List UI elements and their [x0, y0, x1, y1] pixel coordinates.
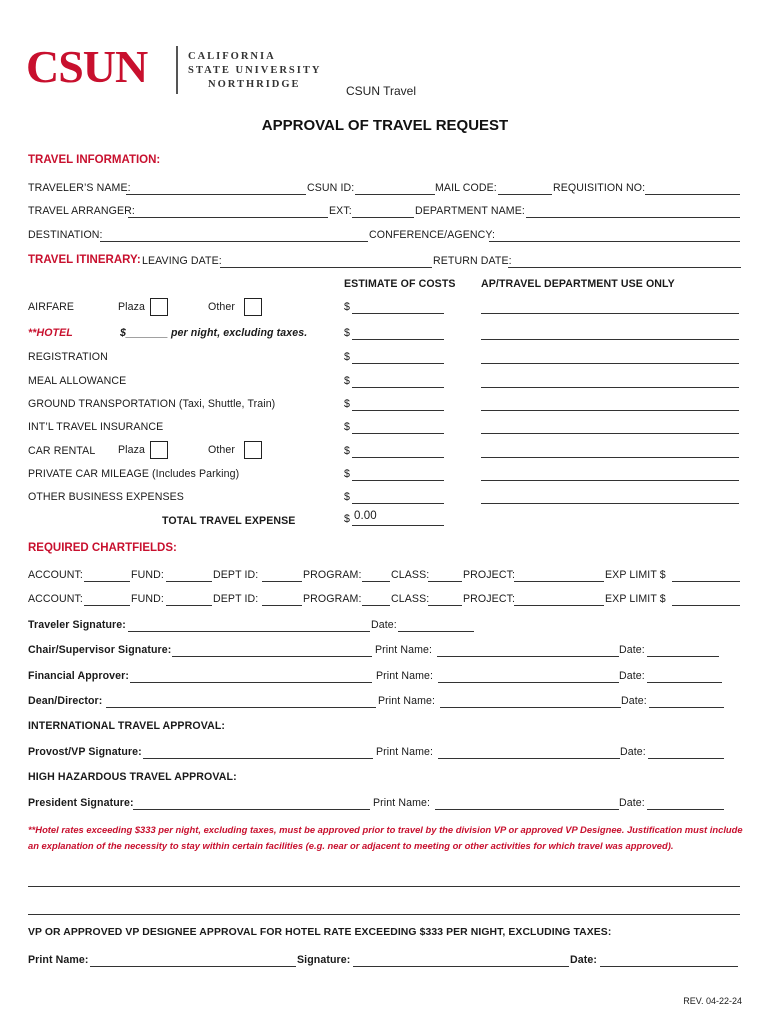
class-field-2[interactable] [428, 593, 462, 606]
estimate-field[interactable] [352, 421, 444, 434]
ap-use-field[interactable] [481, 421, 739, 434]
intl-insurance-label: INT’L TRAVEL INSURANCE [28, 421, 164, 433]
chair-signature-field[interactable] [172, 644, 372, 657]
president-signature-label: President Signature: [28, 797, 134, 809]
estimate-field[interactable] [352, 327, 444, 340]
estimate-dollar: $ [344, 468, 350, 480]
dept-id-label-2: DEPT ID: [213, 593, 259, 605]
dean-date-field[interactable] [649, 695, 724, 708]
exp-limit-field-1[interactable] [672, 569, 740, 582]
financial-print-name-field[interactable] [438, 670, 619, 683]
traveler-date-field[interactable] [398, 619, 474, 632]
financial-signature-label: Financial Approver: [28, 670, 129, 682]
ap-use-field[interactable] [481, 468, 739, 481]
conference-field[interactable] [489, 229, 740, 242]
class-label-2: CLASS: [391, 593, 430, 605]
dean-print-name-field[interactable] [440, 695, 621, 708]
dept-id-label-1: DEPT ID: [213, 569, 259, 581]
international-heading: INTERNATIONAL TRAVEL APPROVAL: [28, 720, 226, 732]
destination-field[interactable] [100, 229, 368, 242]
president-signature-field[interactable] [133, 797, 370, 810]
traveler-signature-field[interactable] [128, 619, 370, 632]
chair-signature-label: Chair/Supervisor Signature: [28, 644, 172, 656]
estimate-field[interactable] [352, 491, 444, 504]
project-label-2: PROJECT: [463, 593, 516, 605]
ap-use-field[interactable] [481, 375, 739, 388]
exp-limit-label-2: EXP LIMIT $ [605, 593, 666, 605]
dean-signature-label: Dean/Director: [28, 695, 103, 707]
meal-label: MEAL ALLOWANCE [28, 375, 127, 387]
csun-id-label: CSUN ID: [307, 182, 355, 194]
ap-use-field[interactable] [481, 351, 739, 364]
dean-signature-field[interactable] [106, 695, 376, 708]
justification-line-1[interactable] [28, 874, 740, 887]
travel-arranger-label: TRAVEL ARRANGER: [28, 205, 135, 217]
estimate-column-header: ESTIMATE OF COSTS [344, 278, 456, 290]
estimate-dollar: $ [344, 398, 350, 410]
requisition-field[interactable] [645, 182, 740, 195]
fund-label-1: FUND: [131, 569, 164, 581]
total-value: 0.00 [354, 510, 377, 522]
traveler-date-label: Date: [371, 619, 397, 631]
mileage-label: PRIVATE CAR MILEAGE (Includes Parking) [28, 468, 240, 480]
provost-date-field[interactable] [648, 746, 724, 759]
fund-field-2[interactable] [166, 593, 212, 606]
airfare-other-checkbox[interactable] [244, 298, 262, 316]
car-plaza-label: Plaza [118, 444, 145, 456]
estimate-field[interactable] [352, 468, 444, 481]
program-label-1: PROGRAM: [303, 569, 362, 581]
ground-label: GROUND TRANSPORTATION (Taxi, Shuttle, Train) [28, 398, 276, 410]
provost-signature-label: Provost/VP Signature: [28, 746, 142, 758]
airfare-plaza-checkbox[interactable] [150, 298, 168, 316]
total-label: TOTAL TRAVEL EXPENSE [162, 515, 296, 527]
logo-line-3: NORTHRIDGE [208, 79, 301, 90]
ap-use-field[interactable] [481, 398, 739, 411]
chair-print-name-field[interactable] [437, 644, 619, 657]
total-dollar: $ [344, 513, 350, 525]
financial-signature-field[interactable] [130, 670, 372, 683]
project-field-1[interactable] [514, 569, 604, 582]
traveler-name-field[interactable] [126, 182, 306, 195]
airfare-other-label: Other [208, 301, 235, 313]
project-label-1: PROJECT: [463, 569, 516, 581]
csun-id-field[interactable] [355, 182, 435, 195]
ap-use-field[interactable] [481, 301, 739, 314]
estimate-dollar: $ [344, 375, 350, 387]
destination-label: DESTINATION: [28, 229, 103, 241]
car-plaza-checkbox[interactable] [150, 441, 168, 459]
president-print-name-label: Print Name: [373, 797, 431, 809]
president-date-field[interactable] [647, 797, 724, 810]
vp-approval-heading: VP OR APPROVED VP DESIGNEE APPROVAL FOR HOTEL RATE EXCEEDING $333 PER NIGHT, EXCLUDING TAXES: [28, 927, 612, 938]
registration-label: REGISTRATION [28, 351, 108, 363]
project-field-2[interactable] [514, 593, 604, 606]
account-field-2[interactable] [84, 593, 130, 606]
car-other-label: Other [208, 444, 235, 456]
ap-column-header: AP/TRAVEL DEPARTMENT USE ONLY [481, 278, 675, 290]
dean-print-name-label: Print Name: [378, 695, 436, 707]
itinerary-heading: TRAVEL ITINERARY: [28, 254, 141, 266]
exp-limit-label-1: EXP LIMIT $ [605, 569, 666, 581]
department-label: CSUN Travel [346, 84, 417, 98]
traveler-name-label: TRAVELER’S NAME: [28, 182, 131, 194]
airfare-plaza-label: Plaza [118, 301, 145, 313]
program-field-2[interactable] [362, 593, 390, 606]
chair-date-label: Date: [619, 644, 645, 656]
ap-use-field[interactable] [481, 327, 739, 340]
class-label-1: CLASS: [391, 569, 430, 581]
department-name-field[interactable] [526, 205, 740, 218]
president-print-name-field[interactable] [435, 797, 619, 810]
vp-signature-label: Signature: [297, 954, 351, 966]
mail-code-field[interactable] [498, 182, 552, 195]
estimate-dollar: $ [344, 445, 350, 457]
program-field-1[interactable] [362, 569, 390, 582]
fund-label-2: FUND: [131, 593, 164, 605]
csun-logo: CSUN [26, 41, 148, 92]
estimate-dollar: $ [344, 301, 350, 313]
ext-field[interactable] [352, 205, 414, 218]
logo-divider [176, 46, 178, 94]
chair-date-field[interactable] [647, 644, 719, 657]
airfare-label: AIRFARE [28, 301, 75, 313]
dept-id-field-2[interactable] [262, 593, 302, 606]
dean-date-label: Date: [621, 695, 647, 707]
hotel-rate-label: $_______ per night, excluding taxes. [120, 327, 308, 339]
account-label-2: ACCOUNT: [28, 593, 83, 605]
requisition-label: REQUISITION NO: [553, 182, 646, 194]
account-label-1: ACCOUNT: [28, 569, 83, 581]
financial-date-field[interactable] [647, 670, 722, 683]
president-date-label: Date: [619, 797, 645, 809]
estimate-field[interactable] [352, 398, 444, 411]
revision-label: REV. 04-22-24 [683, 996, 742, 1006]
ap-use-field[interactable] [481, 445, 739, 458]
leaving-date-label: LEAVING DATE: [142, 255, 222, 267]
other-business-label: OTHER BUSINESS EXPENSES [28, 491, 184, 503]
hotel-label: **HOTEL [28, 327, 73, 339]
page-title: APPROVAL OF TRAVEL REQUEST [261, 117, 509, 134]
provost-date-label: Date: [620, 746, 646, 758]
return-date-label: RETURN DATE: [433, 255, 512, 267]
logo-line-1: CALIFORNIA [188, 51, 276, 62]
return-date-field[interactable] [508, 255, 741, 268]
department-name-label: DEPARTMENT NAME: [415, 205, 525, 217]
account-field-1[interactable] [84, 569, 130, 582]
estimate-dollar: $ [344, 421, 350, 433]
justification-line-2[interactable] [28, 902, 740, 915]
estimate-field[interactable] [352, 301, 444, 314]
provost-signature-field[interactable] [143, 746, 373, 759]
hotel-note: **Hotel rates exceeding $333 per night, excluding taxes, must be approved prior to travel by the division VP or approved VP Designee. Justification must include an explanation of the necessity to stay within certain facilities (e.g. near or adjacent to meeting or other activities for which travel was approved). [28, 824, 743, 851]
estimate-field[interactable] [352, 445, 444, 458]
car-other-checkbox[interactable] [244, 441, 262, 459]
ap-use-field[interactable] [481, 491, 739, 504]
vp-date-field[interactable] [600, 954, 738, 967]
vp-print-name-field[interactable] [90, 954, 296, 967]
estimate-dollar: $ [344, 351, 350, 363]
estimate-field[interactable] [352, 375, 444, 388]
chartfields-heading: REQUIRED CHARTFIELDS: [28, 542, 177, 554]
provost-print-name-field[interactable] [438, 746, 620, 759]
ext-label: EXT: [329, 205, 352, 217]
travel-info-heading: TRAVEL INFORMATION: [28, 154, 161, 166]
fund-field-1[interactable] [166, 569, 212, 582]
exp-limit-field-2[interactable] [672, 593, 740, 606]
estimate-field[interactable] [352, 351, 444, 364]
chair-print-name-label: Print Name: [375, 644, 433, 656]
car-rental-label: CAR RENTAL [28, 445, 96, 457]
vp-date-label: Date: [570, 954, 597, 966]
estimate-dollar: $ [344, 327, 350, 339]
program-label-2: PROGRAM: [303, 593, 362, 605]
financial-print-name-label: Print Name: [376, 670, 434, 682]
hazardous-heading: HIGH HAZARDOUS TRAVEL APPROVAL: [28, 771, 237, 783]
mail-code-label: MAIL CODE: [435, 182, 497, 194]
vp-print-name-label: Print Name: [28, 954, 89, 966]
traveler-signature-label: Traveler Signature: [28, 619, 126, 631]
financial-date-label: Date: [619, 670, 645, 682]
conference-label: CONFERENCE/AGENCY: [369, 229, 496, 241]
leaving-date-field[interactable] [220, 255, 432, 268]
logo-line-2: STATE UNIVERSITY [188, 65, 322, 76]
provost-print-name-label: Print Name: [376, 746, 434, 758]
estimate-dollar: $ [344, 491, 350, 503]
travel-arranger-field[interactable] [128, 205, 328, 218]
class-field-1[interactable] [428, 569, 462, 582]
vp-signature-field[interactable] [353, 954, 569, 967]
dept-id-field-1[interactable] [262, 569, 302, 582]
